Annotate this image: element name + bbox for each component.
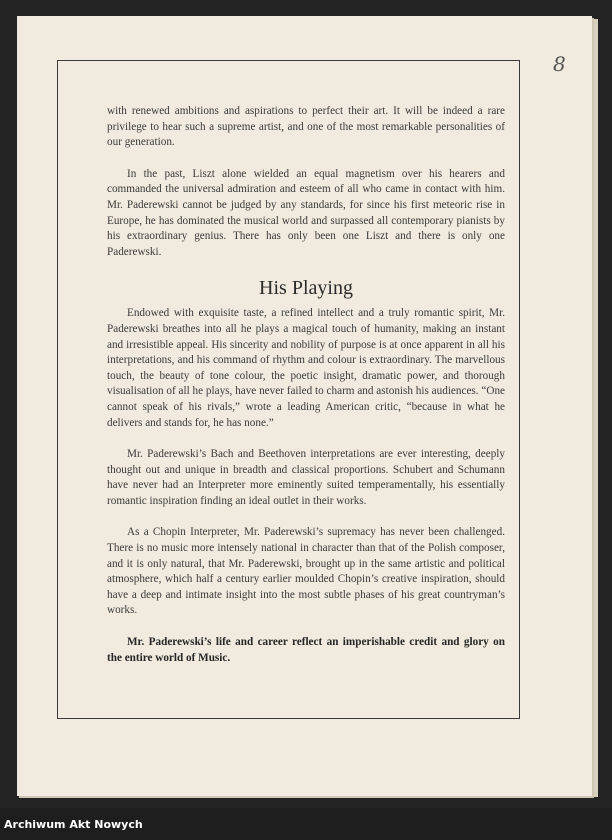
playing-paragraph-1: Endowed with exquisite taste, a refined intellect and a truly romantic spirit, Mr. Paderewski breathes into all he plays a magical touch of humanity, making an instant and irresistible appeal. His sincerity and nobility of purpose is at once apparent in all his interpretations, and his command of rhythm and colour is extraordinary. The marvellous touch, the beauty of tone colour, the poetic insight, dramatic power, and thorough visualisation of all he plays, have never failed to charm and astonish his audiences. “One cannot speak of his rivals,” wrote a leading American critic, “because in what he delivers and stands for, he has none.” [107,307,505,429]
page-text-body [107,104,505,682]
intro-paragraph-2: In the past, Liszt alone wielded an equal magnetism over his hearers and commanded the universal admiration and esteem of all who came in contact with him. Mr. Paderewski cannot be judged by any standards, for since his first meteoric rise in Europe, he has dominated the musical world and surpassed all contemporary pianists by his extraordinary genius. There has only been one Liszt and there is only one Paderewski. [107,167,505,258]
archive-watermark-label: Archiwum Akt Nowych [4,818,143,831]
section-heading: His Playing [259,277,353,300]
handwritten-page-number: 8 [553,52,566,76]
closing-statement: Mr. Paderewski’s life and career reflect an imperishable credit and glory on the entire world of Music. [107,636,505,664]
intro-paragraph-1: with renewed ambitions and aspirations to perfect their art. It will be indeed a rare privilege to hear such a supreme artist, and one of the most remarkable personalities of our generation. [107,105,505,149]
playing-paragraph-3: As a Chopin Interpreter, Mr. Paderewski’s supremacy has never been challenged. There is no music more intensely national in character than that of the Polish composer, and it is only natural, that Mr. Paderewski, brought up in the same artistic and political atmosphere, which half a century earlier moulded Chopin’s creative inspiration, should have a deep and intimate insight into the most subtle phases of his great countryman’s works. [107,526,505,617]
playing-paragraph-2: Mr. Paderewski’s Bach and Beethoven interpretations are ever interesting, deeply thought out and unique in breadth and classical proportions. Schubert and Schumann have never had an Interpreter more eminently suited temperamentally, his essentially romantic inspiration finding an ideal outlet in their works. [107,448,505,507]
